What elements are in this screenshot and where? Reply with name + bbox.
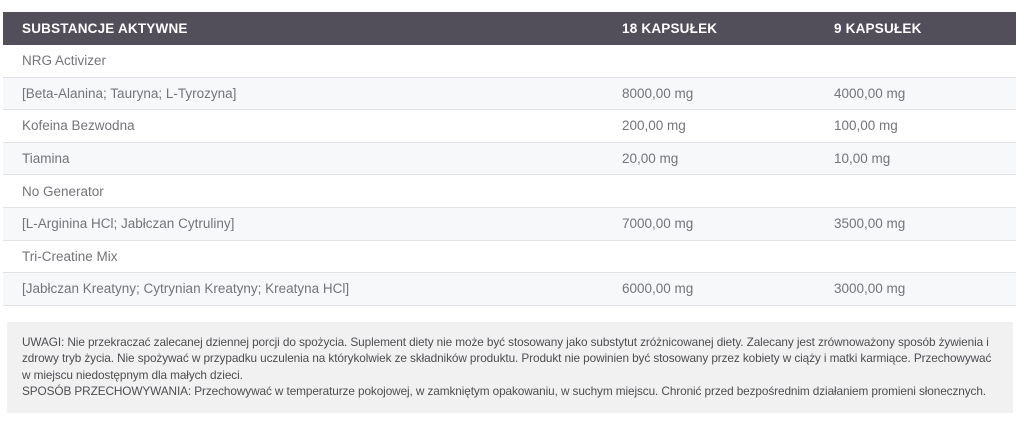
amount-9-capsules: 3000,00 mg (834, 281, 906, 297)
substance-name: Tri-Creatine Mix (22, 248, 118, 264)
substance-name: NRG Activizer (22, 53, 107, 69)
table-row (3, 143, 1016, 176)
notes-section (7, 322, 1013, 413)
amount-18-capsules: 200,00 mg (622, 118, 686, 134)
table-row (3, 241, 1016, 274)
table-row (3, 273, 1016, 306)
column-header-9-capsules: 9 KAPSUŁEK (834, 21, 922, 36)
storage-instructions-text: SPOSÓB PRZECHOWYWANIA: Przechowywać w temperaturze pokojowej, w zamkniętym opakowaniu, w suchym miejscu. Chronić przed bezpośrednim działaniem promieni słonecznych. (22, 384, 986, 399)
table-row (3, 175, 1016, 208)
amount-9-capsules: 100,00 mg (834, 118, 898, 134)
amount-18-capsules: 7000,00 mg (622, 216, 694, 232)
amount-18-capsules: 20,00 mg (622, 151, 679, 167)
substance-name: [Jabłczan Kreatyny; Cytrynian Kreatyny; Kreatyna HCl] (22, 281, 350, 297)
table-row (3, 110, 1016, 143)
amount-9-capsules: 10,00 mg (834, 151, 891, 167)
substance-name: No Generator (22, 183, 104, 199)
active-substances-table (3, 12, 1016, 306)
table-body (3, 45, 1016, 306)
amount-18-capsules: 8000,00 mg (622, 85, 694, 101)
column-header-substances: SUBSTANCJE AKTYWNE (22, 21, 188, 36)
amount-9-capsules: 4000,00 mg (834, 85, 906, 101)
table-row (3, 45, 1016, 78)
table-header-row (3, 12, 1016, 45)
substance-name: Tiamina (22, 151, 70, 167)
usage-warning-text: UWAGI: Nie przekraczać zalecanej dziennej porcji do spożycia. Suplement diety nie może być stosowany jako substytut zróżnicowanej diety. Zalecany jest zrównoważony sposób żywienia i zdrowy tryb życia. Nie spożywać w przypadku uczulenia na którykolwiek ze składników produktu. Produkt nie powinien być stosowany przez kobiety w ciąży i matki karmiące. Przechowywać w miejscu niedostępnym dla małych dzieci. (22, 335, 992, 382)
substance-name: [L-Arginina HCl; Jabłczan Cytruliny] (22, 216, 235, 232)
table-row (3, 78, 1016, 111)
substance-name: Kofeina Bezwodna (22, 118, 135, 134)
table-row (3, 208, 1016, 241)
column-header-18-capsules: 18 KAPSUŁEK (622, 21, 718, 36)
substance-name: [Beta-Alanina; Tauryna; L-Tyrozyna] (22, 85, 237, 101)
amount-18-capsules: 6000,00 mg (622, 281, 694, 297)
amount-9-capsules: 3500,00 mg (834, 216, 906, 232)
